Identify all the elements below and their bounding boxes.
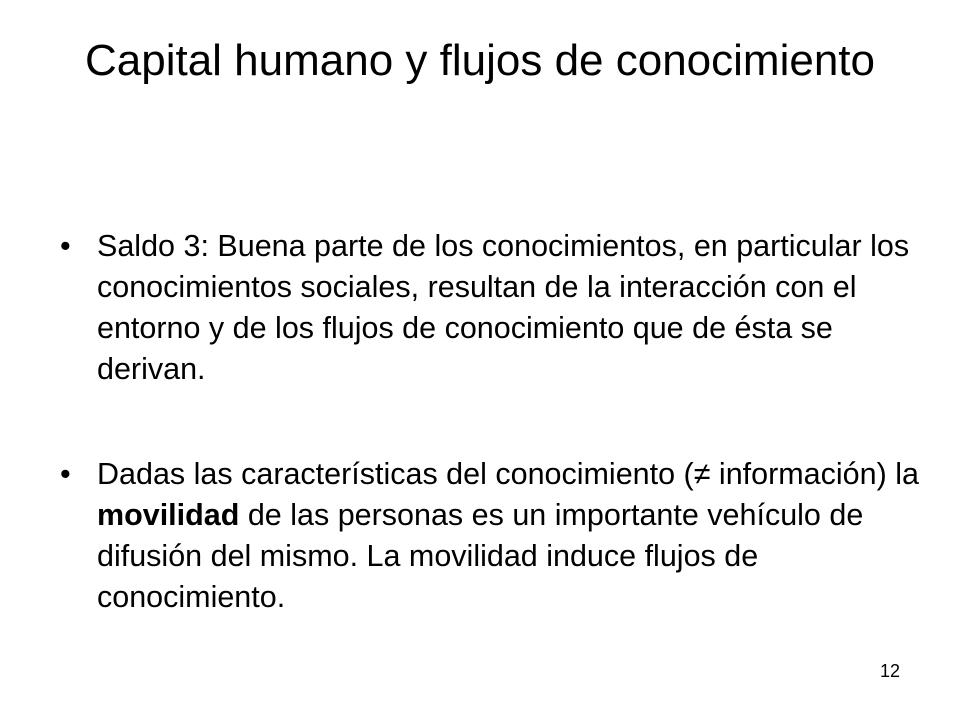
bullet-text-before-bold: Dadas las características del conocimiento (≠ información) la bbox=[97, 457, 919, 491]
bullet-text bbox=[97, 229, 909, 386]
bullet-text bbox=[97, 457, 919, 614]
slide-number: 12 bbox=[879, 661, 900, 681]
bullet-text-after-bold: de las personas es un importante vehículo de difusión del mismo. La movilidad induce flujos de conocimiento. bbox=[97, 498, 864, 614]
bullet-item bbox=[60, 454, 920, 618]
slide-title: Capital humano y flujos de conocimiento bbox=[84, 36, 875, 85]
bullet-icon: • bbox=[60, 457, 71, 491]
bullet-icon: • bbox=[60, 229, 71, 263]
bullet-emphasis: movilidad bbox=[97, 498, 240, 532]
bullet-item bbox=[60, 226, 920, 390]
bullet-list bbox=[60, 226, 920, 618]
bullet-text-main: Saldo 3: Buena parte de los conocimientos, en particular los conocimientos sociales, resultan de la interacción con el entorno y de los flujos de conocimiento que de ésta se derivan. bbox=[97, 229, 910, 386]
